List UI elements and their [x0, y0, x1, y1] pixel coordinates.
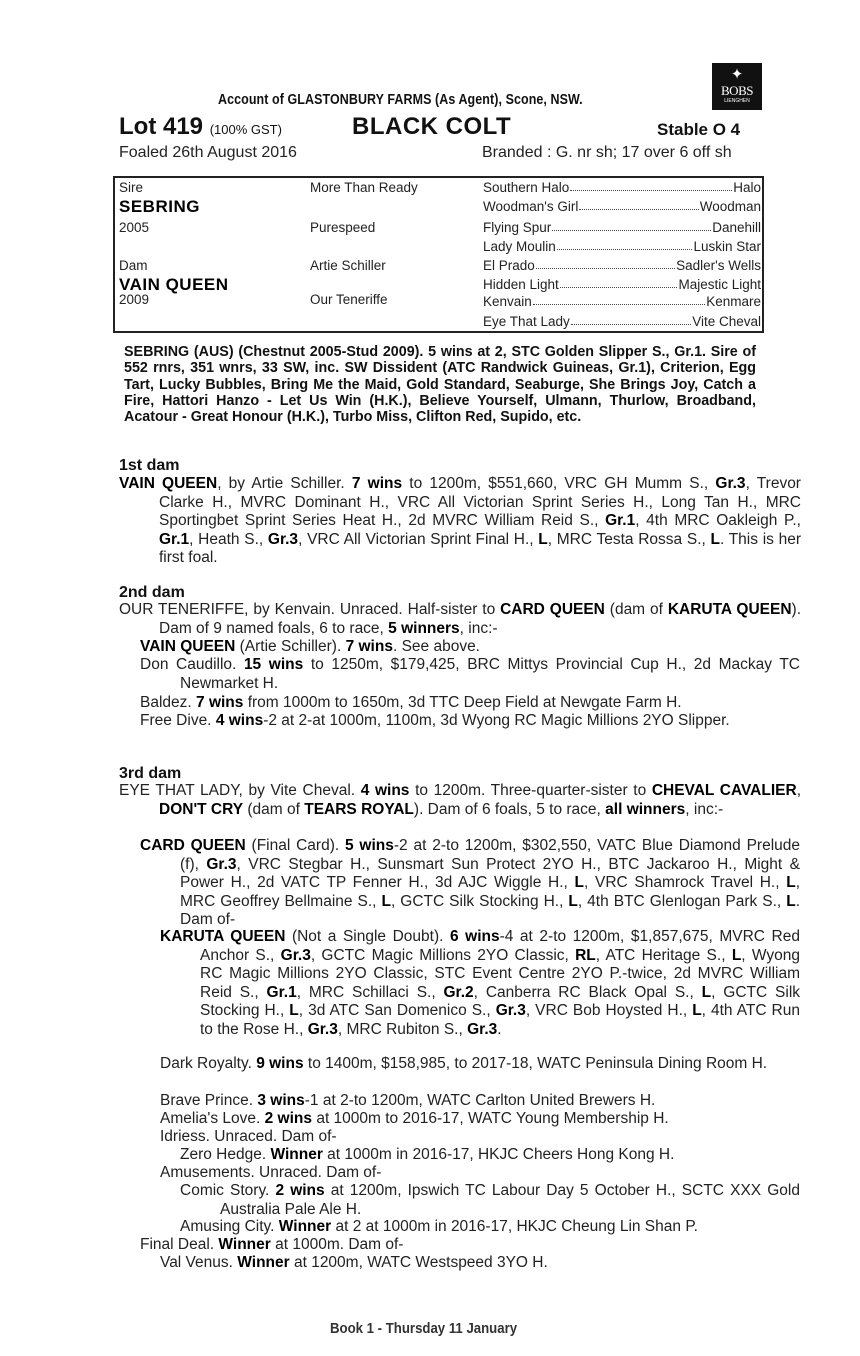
grade: Gr.3 — [495, 1002, 526, 1019]
wins: Winner — [218, 1236, 271, 1253]
text: , 4th BTC Glenlogan Park S., — [577, 892, 787, 910]
text: , ATC Heritage S., — [595, 946, 732, 964]
stable-location: Stable O 4 — [657, 120, 741, 139]
text: . Dam of- — [180, 892, 800, 928]
horse-name: KARUTA QUEEN — [667, 601, 792, 618]
lot-label: Lot 419 — [119, 113, 204, 140]
grade: L — [574, 874, 584, 891]
foal-entry — [160, 1055, 800, 1074]
third-gen-row — [483, 277, 761, 292]
text: at 1200m, WATC Westspeed 3YO H. — [289, 1254, 548, 1271]
third-gen-row — [483, 199, 761, 214]
horse-name: VAIN QUEEN — [140, 638, 236, 655]
foal-entry — [160, 1110, 800, 1129]
text: at 1000m in 2016-17, HKJC Cheers Hong Kong H. — [322, 1146, 675, 1163]
dam-name: VAIN QUEEN — [119, 275, 229, 294]
text: (dam of — [243, 800, 305, 818]
horse-name: Amusing City. — [180, 1218, 279, 1235]
gst-note: (100% GST) — [209, 122, 282, 137]
text: , inc:- — [459, 619, 498, 637]
dam-year: 2009 — [119, 292, 150, 307]
text: , VRC All Victorian Sprint Final H., — [298, 530, 539, 548]
card-queen-entry — [140, 837, 800, 930]
text: , 3d ATC San Domenico S., — [298, 1002, 496, 1019]
horse-name: TEARS ROYAL — [304, 800, 414, 818]
text: . — [497, 1020, 502, 1038]
horse-name: Comic Story. — [180, 1182, 276, 1199]
text: (dam of — [604, 601, 668, 618]
grade: L — [701, 983, 712, 1001]
text: ). Dam of 6 foals, 5 to race, — [413, 800, 606, 818]
wins: 2 wins — [275, 1182, 325, 1199]
text: , 4th MRC Oakleigh P., — [635, 512, 801, 529]
third-dam-intro — [119, 782, 801, 819]
dam-dam: Our Teneriffe — [310, 292, 388, 307]
text: , VRC Shamrock Travel H., — [584, 874, 787, 891]
horse-name: Idriess. Unraced. Dam of- — [160, 1128, 337, 1145]
first-dam-heading: 1st dam — [119, 457, 180, 474]
grade: Gr.3 — [307, 1020, 338, 1038]
karuta-queen-entry — [160, 928, 800, 1039]
first-dam-paragraph — [119, 475, 801, 568]
third-gen-row — [483, 314, 761, 329]
text: . See above. — [392, 638, 480, 655]
grade: Gr.3 — [206, 855, 237, 873]
wins: 15 wins — [243, 656, 304, 673]
wins: 4 wins — [215, 712, 264, 729]
third-gen-row — [483, 180, 761, 195]
foaled-date: Foaled 26th August 2016 — [119, 144, 297, 161]
text: to 1400m, $158,985, to 2017-18, WATC Peninsula Dining Room H. — [303, 1055, 768, 1072]
grade: L — [731, 946, 742, 964]
text: -2 at 2-to 1200m, $302,550, VATC Blue Diamond Prelude (f), — [180, 837, 800, 873]
text: , MRC Rubiton S., — [337, 1020, 468, 1038]
horse-name: Brave Prince. — [160, 1092, 258, 1109]
text: ). Dam of 9 named foals, 6 to race, — [159, 601, 802, 637]
logo-name: BOBS — [721, 83, 753, 98]
text: , GCTC Silk Stocking H., — [390, 892, 569, 910]
leader-dots — [560, 277, 678, 288]
ancestor-sire: Halo — [733, 180, 761, 195]
wins: 7 wins — [345, 638, 393, 655]
leader-dots — [570, 180, 732, 191]
brand-marks: Branded : G. nr sh; 17 over 6 off sh — [482, 144, 732, 161]
wins: 2 wins — [264, 1110, 313, 1127]
text: at 2 at 1000m in 2016-17, HKJC Cheung Lin Shan P. — [331, 1218, 698, 1235]
text: (Artie Schiller). — [235, 638, 346, 655]
horse-name: CHEVAL CAVALIER — [651, 782, 797, 799]
foal-entry — [160, 1164, 800, 1183]
horse-bird-logo-icon: ✦ — [730, 66, 744, 83]
ancestor: Flying Spur — [483, 220, 552, 235]
text: , VRC Bob Hoysted H., — [525, 1002, 693, 1019]
leader-dots — [579, 199, 698, 210]
winners: 5 winners — [388, 619, 460, 637]
text: , GCTC Magic Millions 2YO Classic, — [310, 946, 576, 964]
text: -4 at 2-to 1200m, $1,857,675, MVRC Red Anchor S., — [200, 928, 800, 964]
wins: 3 wins — [257, 1092, 305, 1109]
logo-subtext: LIENGHEN — [724, 98, 750, 104]
text: , Heath S., — [189, 530, 268, 548]
horse-name: Dark Royalty. — [160, 1055, 257, 1072]
bobs-logo — [712, 63, 762, 110]
grade: L — [710, 530, 720, 548]
third-gen-row — [483, 258, 761, 273]
lot-number — [119, 114, 282, 143]
grade: Gr.3 — [267, 530, 299, 548]
ancestor: Woodman's Girl — [483, 199, 579, 214]
text: , Wyong RC Magic Millions 2YO Classic, STC Event Centre 2YO P.-twice, 2d MVRC William Reid S., — [200, 946, 800, 1001]
horse-name: Baldez. — [140, 694, 197, 711]
horse-name: CARD QUEEN — [140, 837, 246, 854]
foal-entry — [180, 1146, 800, 1165]
grade: L — [786, 874, 796, 891]
second-dam-heading: 2nd dam — [119, 584, 185, 601]
horse-name: Val Venus. — [160, 1254, 238, 1271]
text: to 1200m. Three-quarter-sister to — [409, 782, 652, 799]
ancestor-sire: Danehill — [712, 220, 761, 235]
ancestor: Hidden Light — [483, 277, 559, 292]
wins: Winner — [270, 1146, 323, 1163]
text: at 1200m, Ipswich TC Labour Day 5 October H., SCTC XXX Gold Australia Pale Ale H. — [220, 1182, 800, 1218]
grade: L — [568, 892, 578, 910]
text: EYE THAT LADY, by Vite Cheval. — [119, 782, 361, 799]
horse-name: Zero Hedge. — [180, 1146, 271, 1163]
winners: all winners — [605, 800, 686, 818]
third-gen-row — [483, 294, 761, 309]
horse-name: Don Caudillo. — [140, 656, 244, 673]
grade: Gr.1 — [266, 983, 297, 1001]
ancestor: El Prado — [483, 258, 535, 273]
text: (Not a Single Doubt). — [285, 928, 450, 945]
foal-entry — [160, 1092, 800, 1111]
horse-name: Final Deal. — [140, 1236, 219, 1253]
foal-entry — [160, 1128, 800, 1147]
sire-dam: Purespeed — [310, 220, 376, 235]
leader-dots — [533, 294, 705, 305]
text: , 4th ATC Run to the Rose H., — [200, 1002, 800, 1038]
horse-name: CARD QUEEN — [500, 601, 605, 618]
grade: Gr.1 — [159, 530, 190, 548]
grade: L — [692, 1002, 702, 1019]
ancestor-sire: Majestic Light — [678, 277, 761, 292]
leader-dots — [536, 258, 675, 269]
grade: Gr.3 — [467, 1020, 498, 1038]
grade: L — [786, 892, 796, 910]
text: OUR TENERIFFE, by Kenvain. Unraced. Half-sister to — [119, 601, 501, 618]
dam-label: Dam — [119, 258, 148, 273]
wins: 9 wins — [256, 1055, 304, 1072]
grade: L — [289, 1002, 299, 1019]
horse-name: DON'T CRY — [159, 800, 244, 818]
ancestor-sire: Sadler's Wells — [676, 258, 761, 273]
text: , by Artie Schiller. — [217, 475, 352, 492]
text: -1 at 2-to 1200m, WATC Carlton United Brewers H. — [304, 1092, 656, 1109]
third-gen-row — [483, 220, 761, 235]
second-dam-intro — [119, 601, 801, 638]
text: , — [796, 782, 801, 799]
text: , inc:- — [685, 800, 724, 818]
horse-name: Amelia's Love. — [160, 1110, 265, 1127]
sire-summary: SEBRING (AUS) (Chestnut 2005-Stud 2009). 5 wins at 2, STC Golden Slipper S., Gr.1. Sire of 552 rnrs, 351 wnrs, 33 SW, inc. SW Dissident (ATC Randwick Guineas, Gr.1), Criterion, Egg Tart, Lucky Bubbles, Bring Me the Maid, Gold Standard, Seaburge, She Brings Joy, Catch a Fire, Hattori Hanzo - Let Us Win (H.K.), Believe Yourself, Ulmann, Thurlow, Broadband, Acatour - Great Honour (H.K.), Turbo Miss, Clifton Red, Supido, etc. — [124, 344, 756, 426]
foal-entry — [180, 1182, 800, 1219]
grade: Gr.1 — [605, 512, 636, 529]
text: , GCTC Silk Stocking H., — [200, 983, 801, 1019]
ancestor-sire: Woodman — [699, 199, 761, 214]
text: from 1000m to 1650m, 3d TTC Deep Field at Newgate Farm H. — [243, 694, 682, 711]
ancestor: Eye That Lady — [483, 314, 570, 329]
ancestor: Kenvain — [483, 294, 532, 309]
text: at 1000m to 2016-17, WATC Young Membership H. — [312, 1110, 669, 1127]
text: , MRC Schillaci S., — [296, 983, 444, 1001]
ancestor-sire: Kenmare — [706, 294, 761, 309]
sire-sire: More Than Ready — [310, 180, 418, 195]
vendor-account: Account of GLASTONBURY FARMS (As Agent), Scone, NSW. — [218, 92, 583, 108]
grade: Gr.2 — [443, 983, 474, 1001]
grade: RL — [575, 946, 596, 964]
sire-label: Sire — [119, 180, 144, 195]
foal-entry — [140, 1236, 800, 1255]
foal-entry — [140, 656, 800, 693]
grade: L — [381, 892, 391, 910]
foal-entry — [140, 694, 800, 713]
ancestor: Southern Halo — [483, 180, 570, 195]
third-gen-row — [483, 239, 761, 254]
leader-dots — [552, 220, 711, 231]
text: . This is her first foal. — [159, 530, 801, 566]
leader-dots — [571, 314, 691, 325]
horse-name: KARUTA QUEEN — [160, 928, 286, 945]
text: , Trevor Clarke H., MVRC Dominant H., VRC All Victorian Sprint Series H., Long Tan H., MRC Sportingbet Sprint Series Heat H., 2d MVRC William Reid S., — [159, 475, 801, 529]
text: -2 at 2-at 1000m, 1100m, 3d Wyong RC Magic Millions 2YO Slipper. — [263, 712, 730, 729]
grade: L — [538, 530, 548, 548]
pedigree-table — [113, 176, 764, 333]
horse-name: Amusements. Unraced. Dam of- — [160, 1164, 382, 1181]
page-footer: Book 1 - Thursday 11 January — [330, 1320, 518, 1337]
foal-entry — [160, 1254, 800, 1273]
wins: 5 wins — [345, 837, 394, 854]
text: to 1250m, $179,425, BRC Mittys Provincial Cup H., 2d Mackay TC Newmarket H. — [180, 656, 801, 692]
dam-name: VAIN QUEEN — [119, 475, 218, 492]
grade: Gr.3 — [715, 475, 746, 492]
dam-sire: Artie Schiller — [310, 258, 386, 273]
horse-name: Free Dive. — [140, 712, 216, 729]
foal-entry — [180, 1218, 800, 1237]
text: (Final Card). — [245, 837, 345, 854]
foal-entry — [140, 638, 760, 657]
ancestor-sire: Luskin Star — [693, 239, 761, 254]
text: , Canberra RC Black Opal S., — [473, 983, 702, 1001]
wins: 7 wins — [351, 475, 403, 492]
sire-name: SEBRING — [119, 197, 200, 216]
foal-entry — [140, 712, 800, 731]
grade: Gr.3 — [280, 946, 311, 964]
wins: Winner — [237, 1254, 290, 1271]
third-dam-heading: 3rd dam — [119, 765, 182, 782]
lot-description: BLACK COLT — [352, 113, 512, 140]
wins: 6 wins — [449, 928, 500, 945]
leader-dots — [557, 239, 693, 250]
ancestor-sire: Vite Cheval — [692, 314, 761, 329]
text: , VRC Stegbar H., Sunsmart Sun Protect 2YO H., BTC Jackaroo H., Might & Power H., 2d VATC TP Fenner H., 3d AJC Wiggle H., — [180, 855, 800, 891]
text: to 1200m, $551,660, VRC GH Mumm S., — [402, 475, 716, 492]
ancestor: Lady Moulin — [483, 239, 556, 254]
sire-year: 2005 — [119, 220, 150, 235]
wins: Winner — [278, 1218, 332, 1235]
text: , MRC Testa Rossa S., — [547, 530, 711, 548]
text: , MRC Geoffrey Bellmaine S., — [180, 874, 801, 910]
wins: 7 wins — [196, 694, 244, 711]
wins: 4 wins — [360, 782, 410, 799]
text: at 1000m. Dam of- — [270, 1236, 404, 1253]
